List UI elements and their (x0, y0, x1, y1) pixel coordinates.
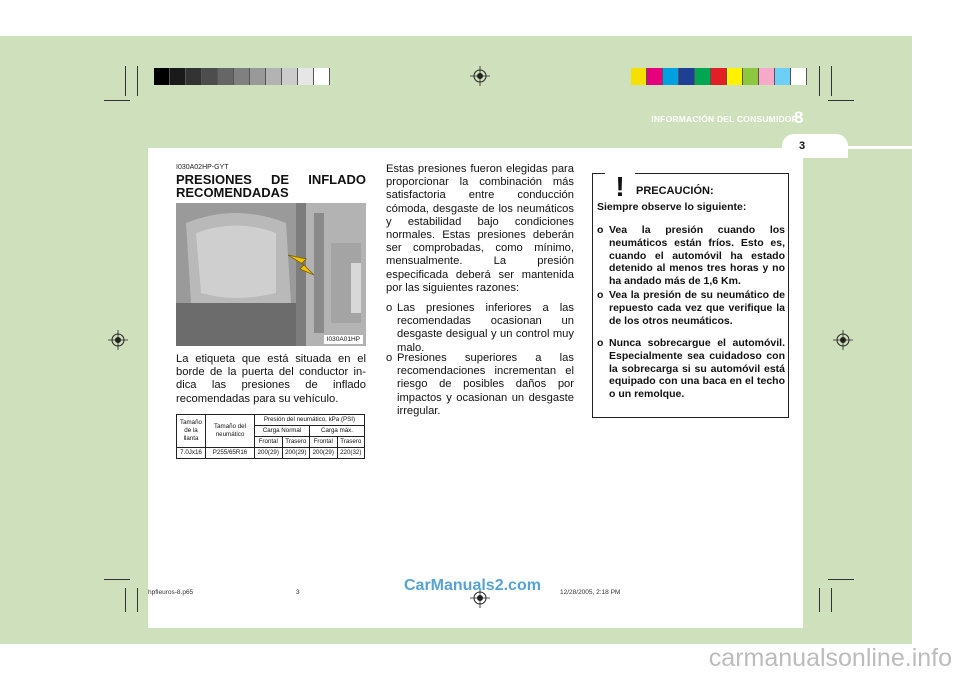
color-swatch (631, 68, 647, 85)
crop-mark (831, 588, 832, 612)
watermark-link[interactable]: CarManuals2.com (404, 577, 541, 594)
color-swatch (202, 68, 218, 85)
print-date: 12/28/2005, 2:18 PM (560, 589, 621, 596)
caution-intro: Siempre observe lo siguiente: (597, 201, 747, 213)
color-swatch (298, 68, 314, 85)
caution-title: PRECAUCIÓN: (636, 185, 714, 197)
crop-mark (104, 579, 130, 580)
pressure-paragraph: Estas presiones fueron elegidas para proporcionar la combinación más satisfactoria entre conducción cómoda, desgaste de los neumáticos y estabilidad bajo condiciones normales. Estas presiones deberán ser comprobadas, como mínimo, mensualmente. La presión especificada deberá ser mantenida por las siguientes razones: (386, 163, 574, 294)
crop-mark (831, 66, 832, 96)
chapter-number: 8 (794, 108, 804, 127)
color-swatch (170, 68, 186, 85)
color-swatch (711, 68, 727, 85)
front-header: Frontal (310, 437, 338, 448)
crop-mark (125, 588, 126, 612)
color-swatch (218, 68, 234, 85)
list-item (597, 337, 785, 401)
crop-mark (828, 100, 854, 101)
bullet-text: Vea la presión cuando los neumáticos están fríos. Esto es, cuando el automóvil ha estado detenido al menos tres horas y no ha andado más de 1,6 Km. (609, 224, 785, 288)
door-label-photo (176, 203, 366, 346)
photo-label: I030A01HP (324, 335, 363, 344)
color-swatch (250, 68, 266, 85)
heading-word: PRESIONES (176, 172, 252, 187)
tire-size-header: Tamaño del neumático (206, 415, 255, 448)
pressure-cell: 200(29) (255, 448, 283, 459)
bullet-marker: o (386, 352, 393, 364)
rear-header: Trasero (282, 437, 310, 448)
crop-mark (137, 66, 138, 96)
color-swatch (234, 68, 250, 85)
site-watermark: carmanualsonline.info (708, 644, 952, 672)
max-load-header: Carga máx. (310, 426, 365, 437)
tire-size-cell: P255/65R16 (206, 448, 255, 459)
color-swatch (663, 68, 679, 85)
color-swatch (743, 68, 759, 85)
pressure-cell: 200(29) (310, 448, 338, 459)
bullet-text: Nunca sobrecargue el automóvil. Especialmente sea cuidadoso con la sobrecarga si su automóvil está equipado con una baca en el techo o un remolque. (609, 337, 785, 401)
bullet-text: Presiones superiores a las recomendaciones incrementan el riesgo de posibles daños por impactos y ocasionan un desgaste irregular. (397, 352, 574, 417)
color-swatch (282, 68, 298, 85)
svg-text:!: ! (615, 171, 625, 200)
pressure-cell: 200(29) (282, 448, 310, 459)
grayscale-color-bar (154, 68, 330, 85)
page-number: 3 (798, 140, 806, 152)
tire-pressure-table (176, 414, 365, 459)
bullet-text: Las presiones inferiores a las recomendadas ocasionan un desgaste desigual y un control muy malo. (397, 302, 574, 354)
list-item (597, 224, 785, 288)
list-item (597, 289, 785, 327)
crop-mark (819, 66, 820, 96)
bullet-text: Vea la presión de su neumático de repuesto cada vez que verifique la de los otros neumáticos. (609, 289, 785, 327)
pressure-cell: 220(32) (337, 448, 365, 459)
color-swatch (647, 68, 663, 85)
warning-triangle-icon (605, 170, 635, 200)
bullet-marker: o (597, 337, 604, 349)
list-item (386, 302, 574, 355)
process-color-bar (631, 68, 807, 85)
registration-mark-icon (833, 330, 853, 350)
crop-mark (137, 588, 138, 612)
section-heading (176, 173, 366, 199)
color-swatch (695, 68, 711, 85)
color-swatch (154, 68, 170, 85)
rim-size-header: Tamaño de la llanta (177, 415, 206, 448)
footer-page: 3 (296, 589, 300, 596)
heading-word: INFLADO (308, 172, 366, 187)
car-door-illustration (176, 203, 366, 346)
color-swatch (727, 68, 743, 85)
registration-mark-icon (470, 66, 490, 86)
color-swatch (791, 68, 807, 85)
rim-size-cell: 7.0Jx16 (177, 448, 206, 459)
heading-word: DE (271, 172, 290, 187)
table-row (177, 448, 365, 459)
color-swatch (679, 68, 695, 85)
normal-load-header: Carga Normal (255, 426, 310, 437)
pressure-header: Presión del neumático, kPa (PSI) (255, 415, 365, 426)
heading-line: RECOMENDADAS (176, 185, 289, 200)
list-item (386, 352, 574, 418)
color-swatch (266, 68, 282, 85)
color-swatch (186, 68, 202, 85)
bullet-marker: o (597, 224, 604, 236)
color-swatch (775, 68, 791, 85)
label-paragraph: La etiqueta que está situada en el borde de la puerta del conductor in-dica las presiones de inflado recomendadas para su vehículo. (176, 353, 366, 405)
crop-mark (104, 100, 130, 101)
color-swatch (759, 68, 775, 85)
section-code: I030A02HP-GYT (176, 164, 229, 171)
crop-mark (828, 579, 854, 580)
chapter-title: INFORMACIÓN DEL CONSUMIDOR (651, 114, 798, 124)
rear-header: Trasero (337, 437, 365, 448)
front-header: Frontal (255, 437, 283, 448)
crop-mark (819, 588, 820, 612)
bullet-marker: o (597, 289, 604, 301)
registration-mark-icon (108, 330, 128, 350)
color-swatch (314, 68, 330, 85)
crop-mark (125, 66, 126, 96)
file-name: hpfleuros-8.p65 (148, 589, 194, 596)
bullet-marker: o (386, 302, 393, 314)
